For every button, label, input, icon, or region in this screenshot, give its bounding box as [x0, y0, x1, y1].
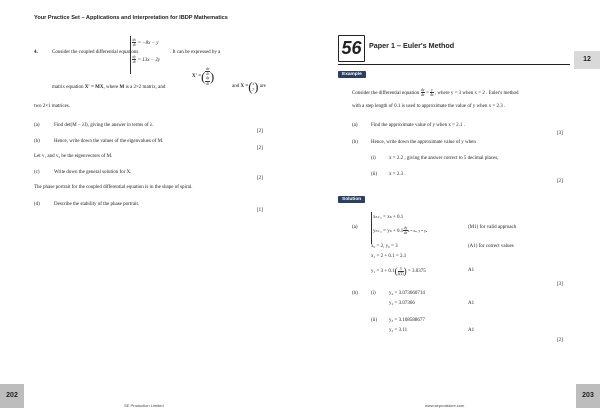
solution-bi-line1: y₂ = 3.073660714	[389, 291, 425, 296]
example-part-b-text: Hence, write down the approximate value of y when	[371, 140, 476, 145]
solution-a1b: A1	[468, 268, 475, 273]
part-d-marks: [1]	[257, 208, 263, 213]
part-b-label: (b)	[34, 139, 40, 144]
matrix-equation-line: matrix equation X′ = MX, where M is a 2×2 matrix, and	[52, 85, 166, 90]
solution-brace	[371, 212, 372, 244]
part-d-text: Describe the stability of the phase portrait.	[54, 202, 140, 207]
example-subpart-ii-marks: [2]	[557, 179, 563, 184]
right-page	[300, 0, 600, 420]
solution-b-marks: [2]	[557, 338, 563, 343]
part-a-text: Find det(M − λI), giving the answer in terms of λ.	[54, 123, 154, 128]
example-part-a-marks: [3]	[557, 131, 563, 136]
example-intro-line2: with a step length of 0.1 is used to approximate the value of y when x = 2.3 .	[352, 104, 506, 109]
part-c-text: Write down the general solution for X.	[54, 170, 132, 175]
solution-sys1: xₙ₊₁ = xₙ + 0.1	[373, 215, 404, 220]
solution-bii-line1: y₃ = 3.108588677	[389, 318, 425, 323]
solution-bi-line2: y₂ = 3.07366	[389, 301, 415, 306]
example-part-b-label: (b)	[352, 140, 358, 145]
solution-bii-label: (ii)	[371, 318, 378, 323]
x-matrix: and X =(x y) are	[232, 79, 266, 94]
example-subpart-ii-text: x = 2.3 .	[389, 172, 406, 177]
solution-a1: (A1) for correct values	[468, 244, 514, 249]
solution-m1: (M1) for valid approach	[468, 225, 517, 230]
part-c-marks: [2]	[257, 176, 263, 181]
solution-bi-label: (i)	[371, 291, 376, 296]
xprime-matrix: X′ =( $\frac{dx}{dt}$ $\frac{dy}{dt}$ )	[192, 67, 215, 86]
footer-right: www.seprodstore.com	[425, 403, 465, 408]
equation-1: $\frac{dx}{dt}$ = −8x − y	[132, 38, 159, 48]
footer-left: SE Production Limited	[124, 403, 164, 408]
part-a-marks: [2]	[257, 129, 263, 134]
page-number-right: 203	[576, 384, 600, 408]
example-part-a-text: Find the approximate value of y when x = 2.1 .	[371, 123, 465, 128]
page-number-left: 202	[0, 384, 24, 408]
solution-b-label: (b)	[352, 291, 358, 296]
equation-2: $\frac{dy}{dt}$ = 13x − 2y	[132, 55, 161, 65]
eigenvector-text: Let v₁ and v₂ be the eigenvectors of M.	[34, 154, 113, 159]
solution-line2: x₀ = 2, y₀ = 3	[371, 244, 398, 249]
solution-a-marks: [3]	[557, 282, 563, 287]
two-by-one-text: two 2×1 matrices.	[34, 104, 71, 109]
question-number: 4.	[34, 50, 38, 55]
solution-sys2: yₙ₊₁ = yₙ + 0.1 $\frac{dy}{dx}$ x = xₙ, y = yₙ	[373, 226, 428, 236]
example-part-a-label: (a)	[352, 123, 358, 128]
solution-line4: y₁ = 3 + 0.1( $\frac{3}{4(2)}$ ) = 3.0375	[371, 266, 426, 276]
phase-portrait-text: The phase portrait for the coupled differential equation is in the shape of spiral.	[34, 185, 193, 190]
title-underline	[338, 64, 570, 65]
chapter-title: Paper 1 – Euler's Method	[369, 41, 455, 50]
example-subpart-i-text: x = 2.2 , giving the answer correct to 5 decimal places,	[389, 156, 499, 161]
example-subpart-ii-label: (ii)	[371, 172, 378, 177]
system-brace	[130, 36, 131, 74]
solution-a-label: (a)	[352, 225, 358, 230]
example-subpart-i-label: (i)	[371, 156, 376, 161]
part-a-label: (a)	[34, 123, 40, 128]
example-intro-line1: Consider the differential equation $\frac{dy}{dx}$ = $\frac{y}{4x}$ , where y = 3 when x = 2 . Euler's method	[352, 88, 519, 98]
solution-bii-line2: y₃ = 3.11	[389, 328, 408, 333]
solution-tag: Solution	[338, 196, 365, 203]
part-b-marks: [2]	[257, 146, 263, 151]
part-b-text: Hence, write down the values of the eigenvalues of M.	[54, 139, 164, 144]
solution-line3: x₁ = 2 + 0.1 = 2.1	[371, 254, 407, 259]
question-intro: Consider the coupled differential equations	[52, 50, 139, 55]
part-c-label: (c)	[34, 170, 40, 175]
solution-bi-mark: A1	[468, 301, 475, 306]
side-tab: 12	[574, 51, 600, 69]
solution-bii-mark: A1	[468, 328, 475, 333]
expressed-text: . It can be expressed by a	[170, 50, 221, 55]
part-d-label: (d)	[34, 202, 40, 207]
chapter-number: 56	[338, 35, 365, 62]
running-header: Your Practice Set – Applications and Interpretation for IBDP Mathematics	[34, 15, 228, 21]
example-tag: Example	[338, 71, 366, 78]
